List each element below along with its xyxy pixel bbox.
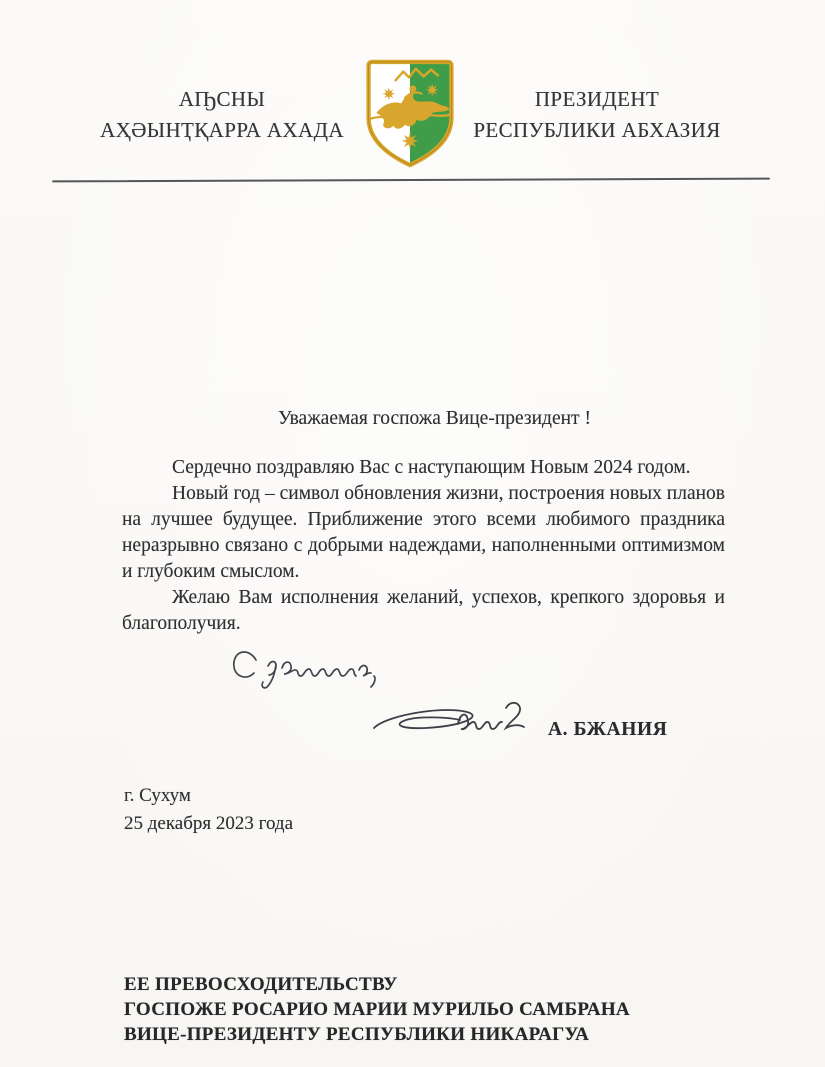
addressee-line-3: ВИЦЕ-ПРЕЗИДЕНТУ РЕСПУБЛИКИ НИКАРАГУА bbox=[124, 1024, 590, 1045]
letterhead-right-line1: ПРЕЗИДЕНТ bbox=[534, 87, 660, 111]
abkhazia-coat-of-arms-icon bbox=[357, 55, 463, 173]
letterhead-left-line2: АҲӘЫНҬҚАРРА АХАДА bbox=[100, 118, 344, 142]
signatory-name: А. БЖАНИЯ bbox=[548, 719, 668, 740]
letterhead-left-title bbox=[100, 84, 344, 146]
letter-body bbox=[122, 406, 725, 637]
letterhead-divider bbox=[52, 178, 770, 183]
letter-place: г. Сухум bbox=[124, 785, 191, 806]
letterhead-right-title bbox=[466, 84, 728, 146]
paragraph-2: Новый год – символ обновления жизни, построения новых планов на лучшее будущее. Приближение этого всеми любимого праздника неразрывно связано с добрыми надеждами, наполненными оптимизмом и глубоким смыслом. bbox=[122, 483, 725, 582]
salutation: Уважаемая госпожа Вице-президент ! bbox=[278, 408, 591, 429]
letterhead-right-line2: РЕСПУБЛИКИ АБХАЗИЯ bbox=[473, 118, 721, 142]
paragraph-3: Желаю Вам исполнения желаний, успехов, крепкого здоровья и благополучия. bbox=[122, 587, 725, 634]
addressee-line-2: ГОСПОЖЕ РОСАРИО МАРИИ МУРИЛЬО САМБРАНА bbox=[124, 999, 630, 1020]
addressee-line-1: ЕЕ ПРЕВОСХОДИТЕЛЬСТВУ bbox=[124, 974, 398, 995]
signature-scribble-icon bbox=[368, 690, 536, 748]
letterhead-left-line1: АҦСНЫ bbox=[178, 87, 266, 111]
addressee-block bbox=[124, 972, 630, 1047]
place-date-block bbox=[124, 782, 293, 838]
paragraph-1: Сердечно поздравляю Вас с наступающим Новым 2024 годом. bbox=[172, 457, 691, 478]
letter-date: 25 декабря 2023 года bbox=[124, 813, 294, 834]
